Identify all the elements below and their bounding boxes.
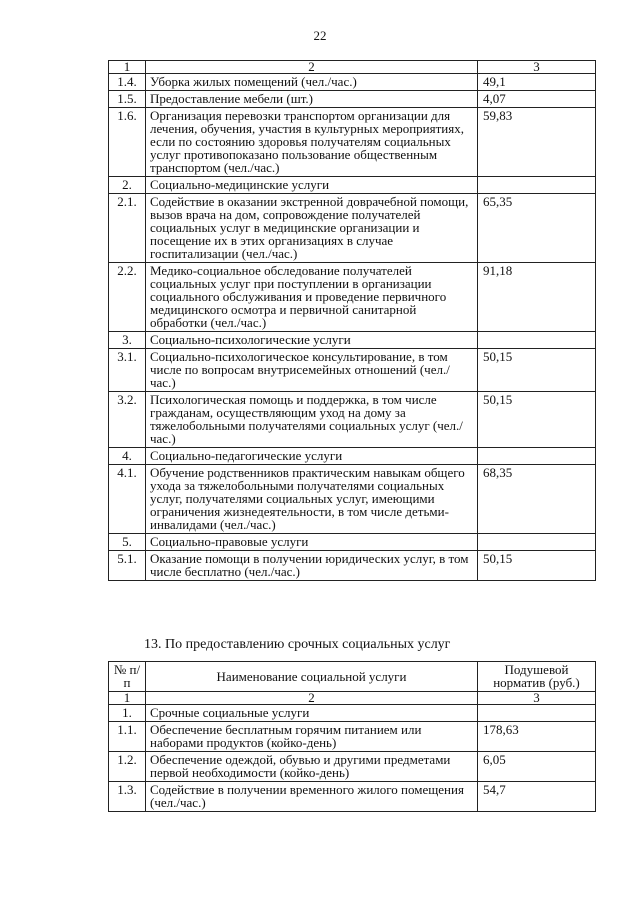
row-number: 2.2. <box>109 263 146 332</box>
column-number-row <box>109 61 596 74</box>
service-name: Организация перевозки транспортом организации для лечения, обучения, участия в культурных мероприятиях, если по состоянию здоровья получателям социальных услуг противопоказано пользование общественным транспортом (чел./час.) <box>146 108 478 177</box>
section-name: Срочные социальные услуги <box>146 705 478 722</box>
table-row <box>109 782 596 812</box>
norm-value <box>478 177 596 194</box>
column-number-3: 3 <box>478 692 596 705</box>
service-name: Социально-психологическое консультирование, в том числе по вопросам внутрисемейных отношений (чел./час.) <box>146 349 478 392</box>
table-row <box>109 551 596 581</box>
row-number: 1.2. <box>109 752 146 782</box>
service-name: Содействие в получении временного жилого помещения (чел./час.) <box>146 782 478 812</box>
norm-value: 6,05 <box>478 752 596 782</box>
urgent-services-table <box>108 661 596 812</box>
section-caption: 13. По предоставлению срочных социальных услуг <box>144 637 451 652</box>
row-number: 3.1. <box>109 349 146 392</box>
header-service-name: Наименование социальной услуги <box>146 662 478 692</box>
service-name: Содействие в оказании экстренной доврачебной помощи, вызов врача на дом, сопровождение получателей социальных услуг в медицинские организации и посещение их в этих организациях в случае госпитализации (чел./час.) <box>146 194 478 263</box>
service-name: Оказание помощи в получении юридических услуг, в том числе бесплатно (чел./час.) <box>146 551 478 581</box>
section-row <box>109 705 596 722</box>
norm-value <box>478 534 596 551</box>
table-row <box>109 108 596 177</box>
section-row <box>109 332 596 349</box>
row-number: 1.3. <box>109 782 146 812</box>
column-number-2: 2 <box>146 692 478 705</box>
row-number: 1.5. <box>109 91 146 108</box>
section-name: Социально-правовые услуги <box>146 534 478 551</box>
norm-value: 91,18 <box>478 263 596 332</box>
service-name: Предоставление мебели (шт.) <box>146 91 478 108</box>
row-number: 5.1. <box>109 551 146 581</box>
table-header-row <box>109 662 596 692</box>
norm-value: 54,7 <box>478 782 596 812</box>
norm-value: 50,15 <box>478 392 596 448</box>
section-name: Социально-педагогические услуги <box>146 448 478 465</box>
table-row <box>109 74 596 91</box>
norm-value <box>478 448 596 465</box>
section-name: Социально-психологические услуги <box>146 332 478 349</box>
column-number-2: 2 <box>146 61 478 74</box>
norm-value: 59,83 <box>478 108 596 177</box>
column-number-3: 3 <box>478 61 596 74</box>
row-number: 5. <box>109 534 146 551</box>
row-number: 2.1. <box>109 194 146 263</box>
header-number: № п/п <box>109 662 146 692</box>
column-number-1: 1 <box>109 61 146 74</box>
row-number: 1. <box>109 705 146 722</box>
service-name: Психологическая помощь и поддержка, в том числе гражданам, осуществляющим уход на дому за тяжелобольными получателями социальных услуг (чел./час.) <box>146 392 478 448</box>
section-row <box>109 534 596 551</box>
row-number: 1.6. <box>109 108 146 177</box>
section-row <box>109 177 596 194</box>
norm-value: 68,35 <box>478 465 596 534</box>
service-name: Обучение родственников практическим навыкам общего ухода за тяжелобольными получателями социальных услуг, получателями социальных услуг, имеющими ограничения жизнедеятельности, в том числе детьми-инвалидами (чел./час.) <box>146 465 478 534</box>
page-number: 22 <box>313 28 327 43</box>
norm-value: 178,63 <box>478 722 596 752</box>
norm-value: 4,07 <box>478 91 596 108</box>
row-number: 3.2. <box>109 392 146 448</box>
service-name: Уборка жилых помещений (чел./час.) <box>146 74 478 91</box>
norm-value: 49,1 <box>478 74 596 91</box>
service-name: Обеспечение бесплатным горячим питанием или наборами продуктов (койко-день) <box>146 722 478 752</box>
table-row <box>109 752 596 782</box>
table-row <box>109 194 596 263</box>
table-row <box>109 91 596 108</box>
service-name: Обеспечение одеждой, обувью и другими предметами первой необходимости (койко-день) <box>146 752 478 782</box>
column-number-row <box>109 692 596 705</box>
norm-value <box>478 332 596 349</box>
row-number: 2. <box>109 177 146 194</box>
table-row <box>109 263 596 332</box>
norm-value: 65,35 <box>478 194 596 263</box>
section-name: Социально-медицинские услуги <box>146 177 478 194</box>
service-name: Медико-социальное обследование получателей социальных услуг при поступлении в организации социального обслуживания и проведение первичного медицинского осмотра и первичной санитарной обработки (чел./час.) <box>146 263 478 332</box>
table-row <box>109 392 596 448</box>
row-number: 4. <box>109 448 146 465</box>
table-row <box>109 349 596 392</box>
row-number: 1.4. <box>109 74 146 91</box>
row-number: 3. <box>109 332 146 349</box>
row-number: 4.1. <box>109 465 146 534</box>
table-row <box>109 722 596 752</box>
row-number: 1.1. <box>109 722 146 752</box>
services-table-continued <box>108 60 596 581</box>
norm-value: 50,15 <box>478 551 596 581</box>
column-number-1: 1 <box>109 692 146 705</box>
table-row <box>109 465 596 534</box>
section-row <box>109 448 596 465</box>
norm-value: 50,15 <box>478 349 596 392</box>
header-norm: Подушевой норматив (руб.) <box>478 662 596 692</box>
norm-value <box>478 705 596 722</box>
